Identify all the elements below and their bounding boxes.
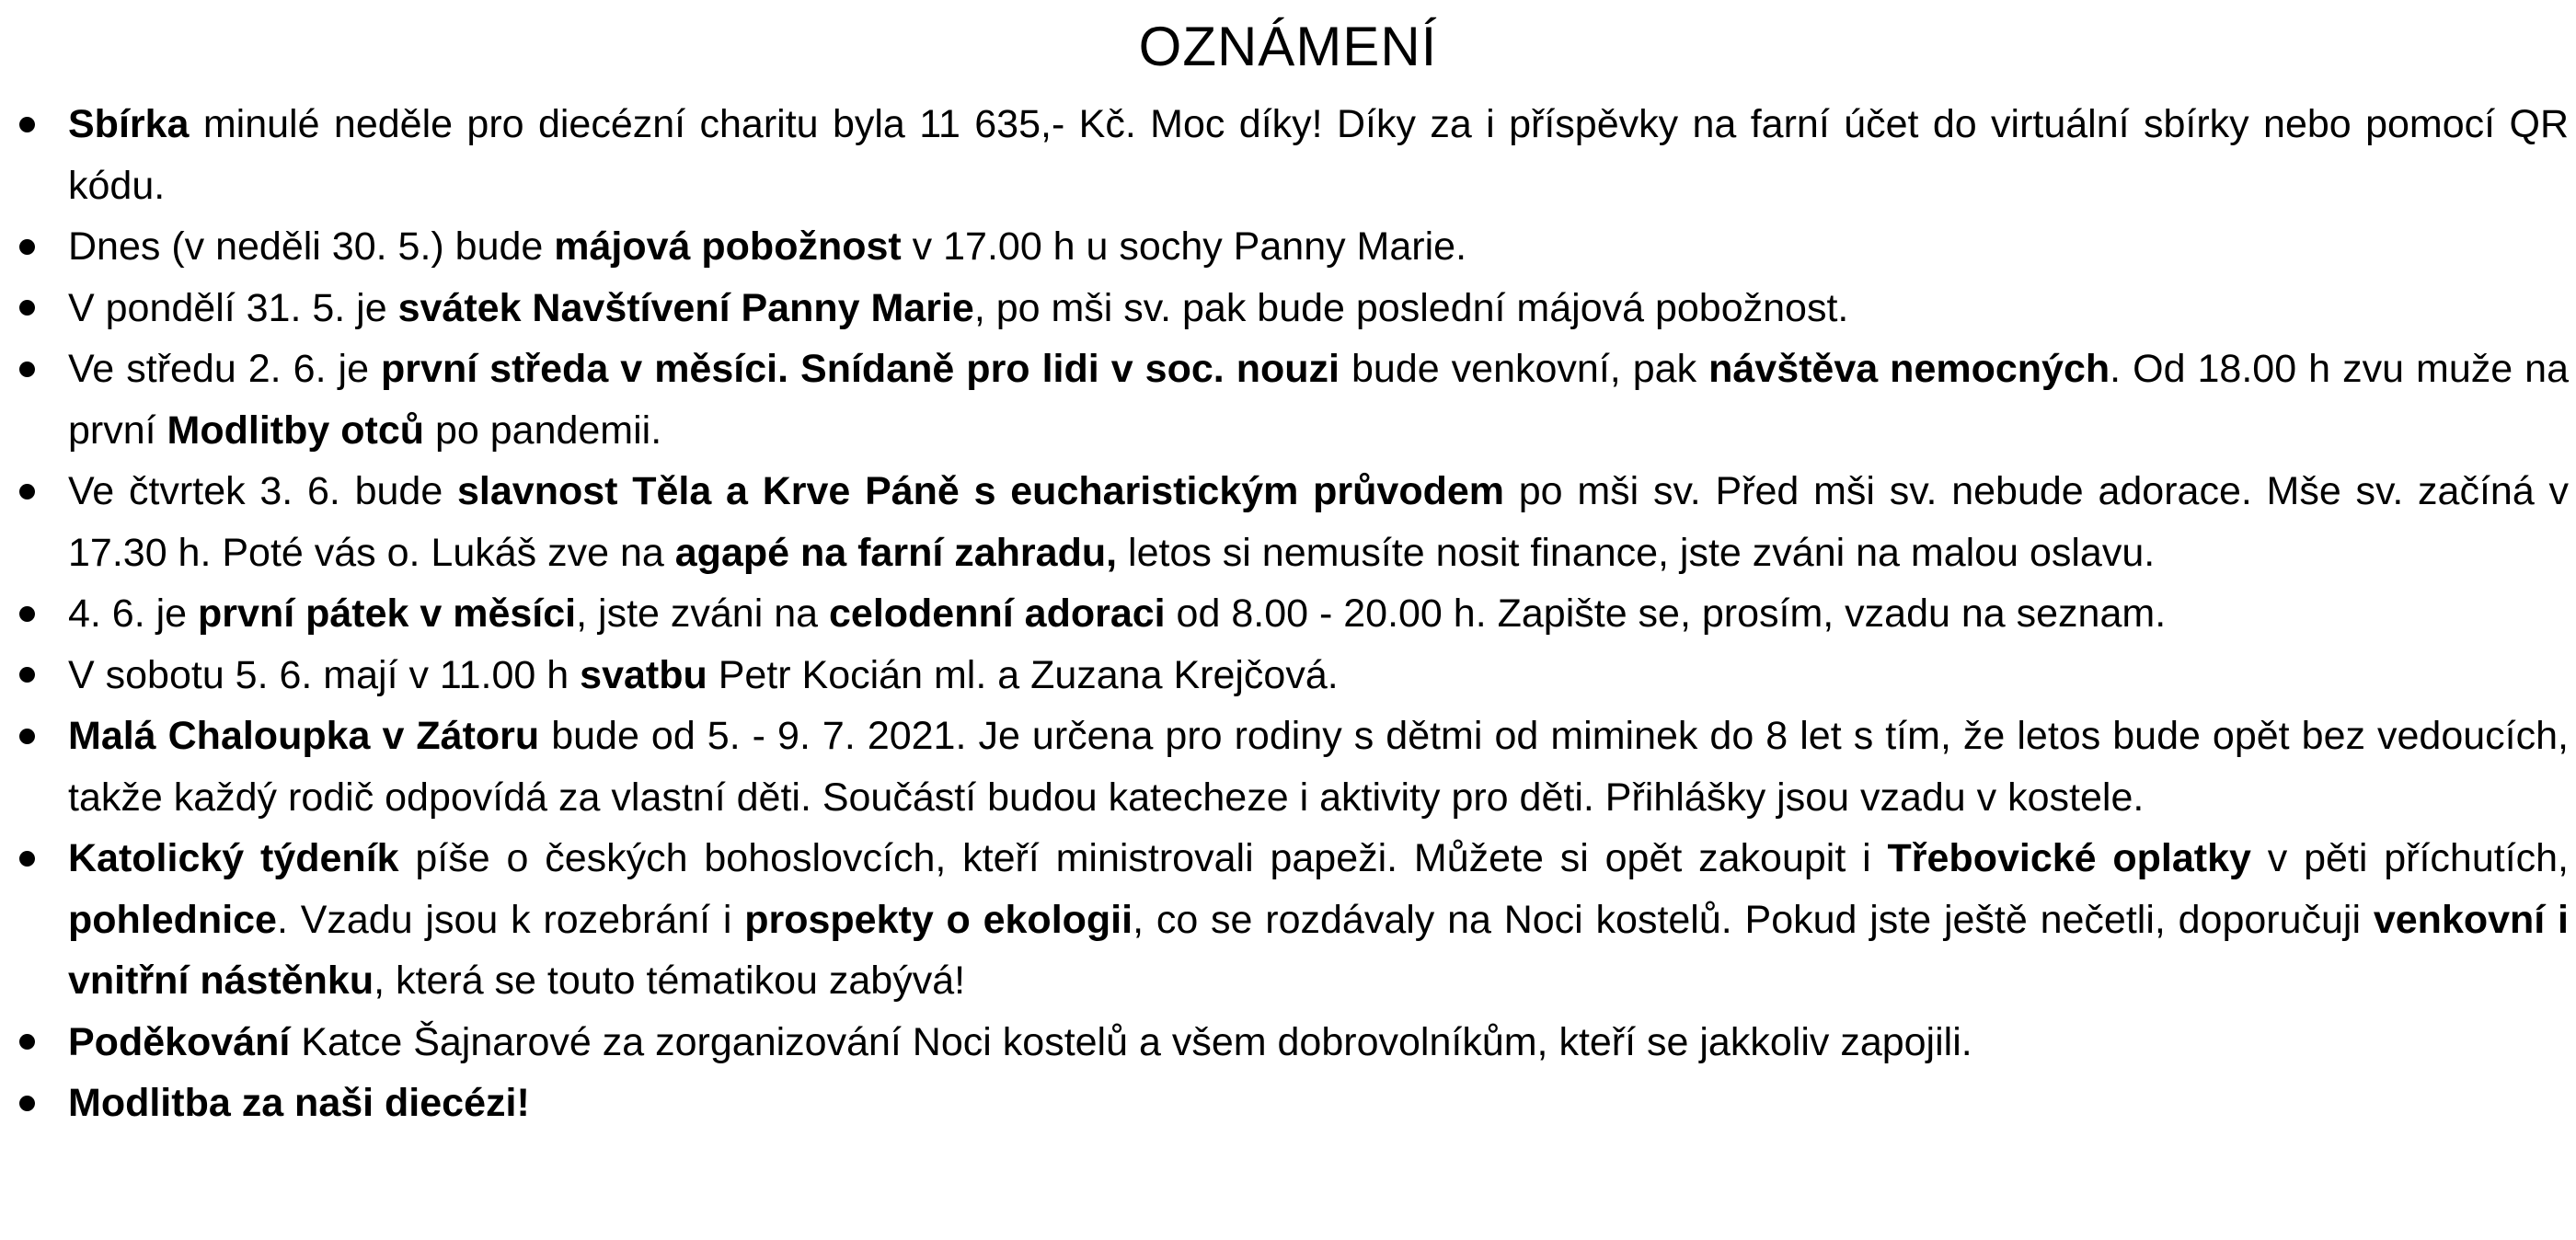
- bullet-icon: [13, 278, 40, 339]
- announcement-item: [7, 1012, 2569, 1074]
- announcement-item: [7, 645, 2569, 706]
- bullet-icon: [13, 828, 40, 890]
- emphasized-text: agapé na farní zahradu,: [674, 530, 1118, 575]
- announcement-text: v pěti příchutích,: [2250, 836, 2569, 880]
- emphasized-text: Katolický týdeník: [68, 836, 399, 880]
- announcement-text: Petr Kocián ml. a Zuzana Krejčová.: [707, 652, 1339, 697]
- emphasized-text: slavnost Těla a Krve Páně s eucharistickým průvodem: [457, 469, 1505, 513]
- emphasized-text: pohlednice: [68, 897, 277, 942]
- announcement-item: [7, 216, 2569, 278]
- announcement-text: minulé neděle pro diecézní charitu byla 11 635,- Kč. Moc díky! Díky za i příspěvky na farní účet do virtuální sbírky nebo pomocí QR kódu.: [68, 102, 2569, 208]
- emphasized-text: Modlitby otců: [167, 408, 425, 453]
- announcement-text: , co se rozdávaly na Noci kostelů. Pokud jste ještě nečetli, doporučuji: [1133, 897, 2374, 942]
- announcement-text: . Od 18.00 h zvu muže na první: [68, 347, 2569, 453]
- announcement-text: V pondělí 31. 5. je: [68, 285, 398, 330]
- page-title: OZNÁMENÍ: [1138, 16, 1438, 77]
- announcement-text: 4. 6. je: [68, 591, 199, 636]
- bullet-icon: [13, 1012, 40, 1074]
- announcement-item: [7, 706, 2569, 828]
- announcement-text: , po mši sv. pak bude poslední májová pobožnost.: [973, 285, 1849, 330]
- announcement-text: po pandemii.: [424, 408, 662, 453]
- bullet-icon: [13, 1073, 40, 1134]
- emphasized-text: svátek Navštívení Panny Marie: [397, 285, 974, 330]
- emphasized-text: Třebovické oplatky: [1887, 836, 2251, 880]
- announcement-item: [7, 583, 2569, 645]
- announcement-text: v 17.00 h u sochy Panny Marie.: [901, 224, 1467, 269]
- emphasized-text: první pátek v měsíci: [198, 591, 577, 636]
- emphasized-text: Sbírka: [68, 102, 190, 146]
- announcement-text: . Vzadu jsou k rozebrání i: [276, 897, 745, 942]
- announcement-text: bude od 5. - 9. 7. 2021. Je určena pro rodiny s dětmi od miminek do 8 let s tím, že letos bude opět bez vedoucích, takže každý rodič odpovídá za vlastní děti. Součástí budou katecheze i aktivity pro děti. Přihlášky jsou vzadu v kostele.: [68, 714, 2569, 820]
- announcement-text: bude venkovní, pak: [1339, 347, 1709, 391]
- bullet-icon: [13, 94, 40, 155]
- announcement-text: , jste zváni na: [576, 591, 829, 636]
- bullet-icon: [13, 645, 40, 706]
- bullet-icon: [13, 583, 40, 645]
- emphasized-text: návštěva nemocných: [1708, 347, 2110, 391]
- announcement-text: Ve čtvrtek 3. 6. bude: [68, 469, 458, 513]
- announcement-text: od 8.00 - 20.00 h. Zapište se, prosím, vzadu na seznam.: [1165, 591, 2167, 636]
- announcement-text: píše o českých bohoslovcích, kteří ministrovali papeži. Můžete si opět zakoupit i: [398, 836, 1888, 880]
- announcement-text: Katce Šajnarové za zorganizování Noci kostelů a všem dobrovolníkům, kteří se jakkoliv zapojili.: [290, 1019, 1972, 1064]
- emphasized-text: celodenní adoraci: [829, 591, 1166, 636]
- announcement-text: po mši sv. Před mši sv. nebude adorace. Mše sv. začíná v 17.30 h. Poté vás o. Lukáš zve na: [68, 469, 2570, 575]
- emphasized-text: prospekty o ekologii: [744, 897, 1133, 942]
- announcement-item: [7, 461, 2569, 583]
- announcement-text: Dnes (v neděli 30. 5.) bude: [68, 224, 555, 269]
- announcement-text: letos si nemusíte nosit finance, jste zváni na malou oslavu.: [1117, 530, 2156, 575]
- announcement-text: Ve středu 2. 6. je: [68, 347, 382, 391]
- announcement-item: [7, 339, 2569, 461]
- emphasized-text: svatbu: [580, 652, 707, 697]
- emphasized-text: venkovní i vnitřní nástěnku: [68, 897, 2569, 1003]
- announcement-item: [7, 278, 2569, 339]
- announcement-list: [7, 94, 2569, 1134]
- announcement-text: V sobotu 5. 6. mají v 11.00 h: [68, 652, 581, 697]
- emphasized-text: Malá Chaloupka v Zátoru: [68, 714, 540, 758]
- announcement-item: [7, 94, 2569, 216]
- announcement-text: , která se touto tématikou zabývá!: [374, 959, 966, 1003]
- announcement-item: [7, 1073, 2569, 1134]
- emphasized-text: první středa v měsíci. Snídaně pro lidi v soc. nouzi: [381, 347, 1340, 391]
- bullet-icon: [13, 339, 40, 400]
- bullet-icon: [13, 706, 40, 767]
- bullet-icon: [13, 461, 40, 522]
- emphasized-text: Poděkování: [68, 1019, 291, 1064]
- emphasized-text: Modlitba za naši diecézi!: [68, 1081, 530, 1125]
- bullet-icon: [13, 216, 40, 278]
- announcement-item: [7, 828, 2569, 1012]
- emphasized-text: májová pobožnost: [554, 224, 902, 269]
